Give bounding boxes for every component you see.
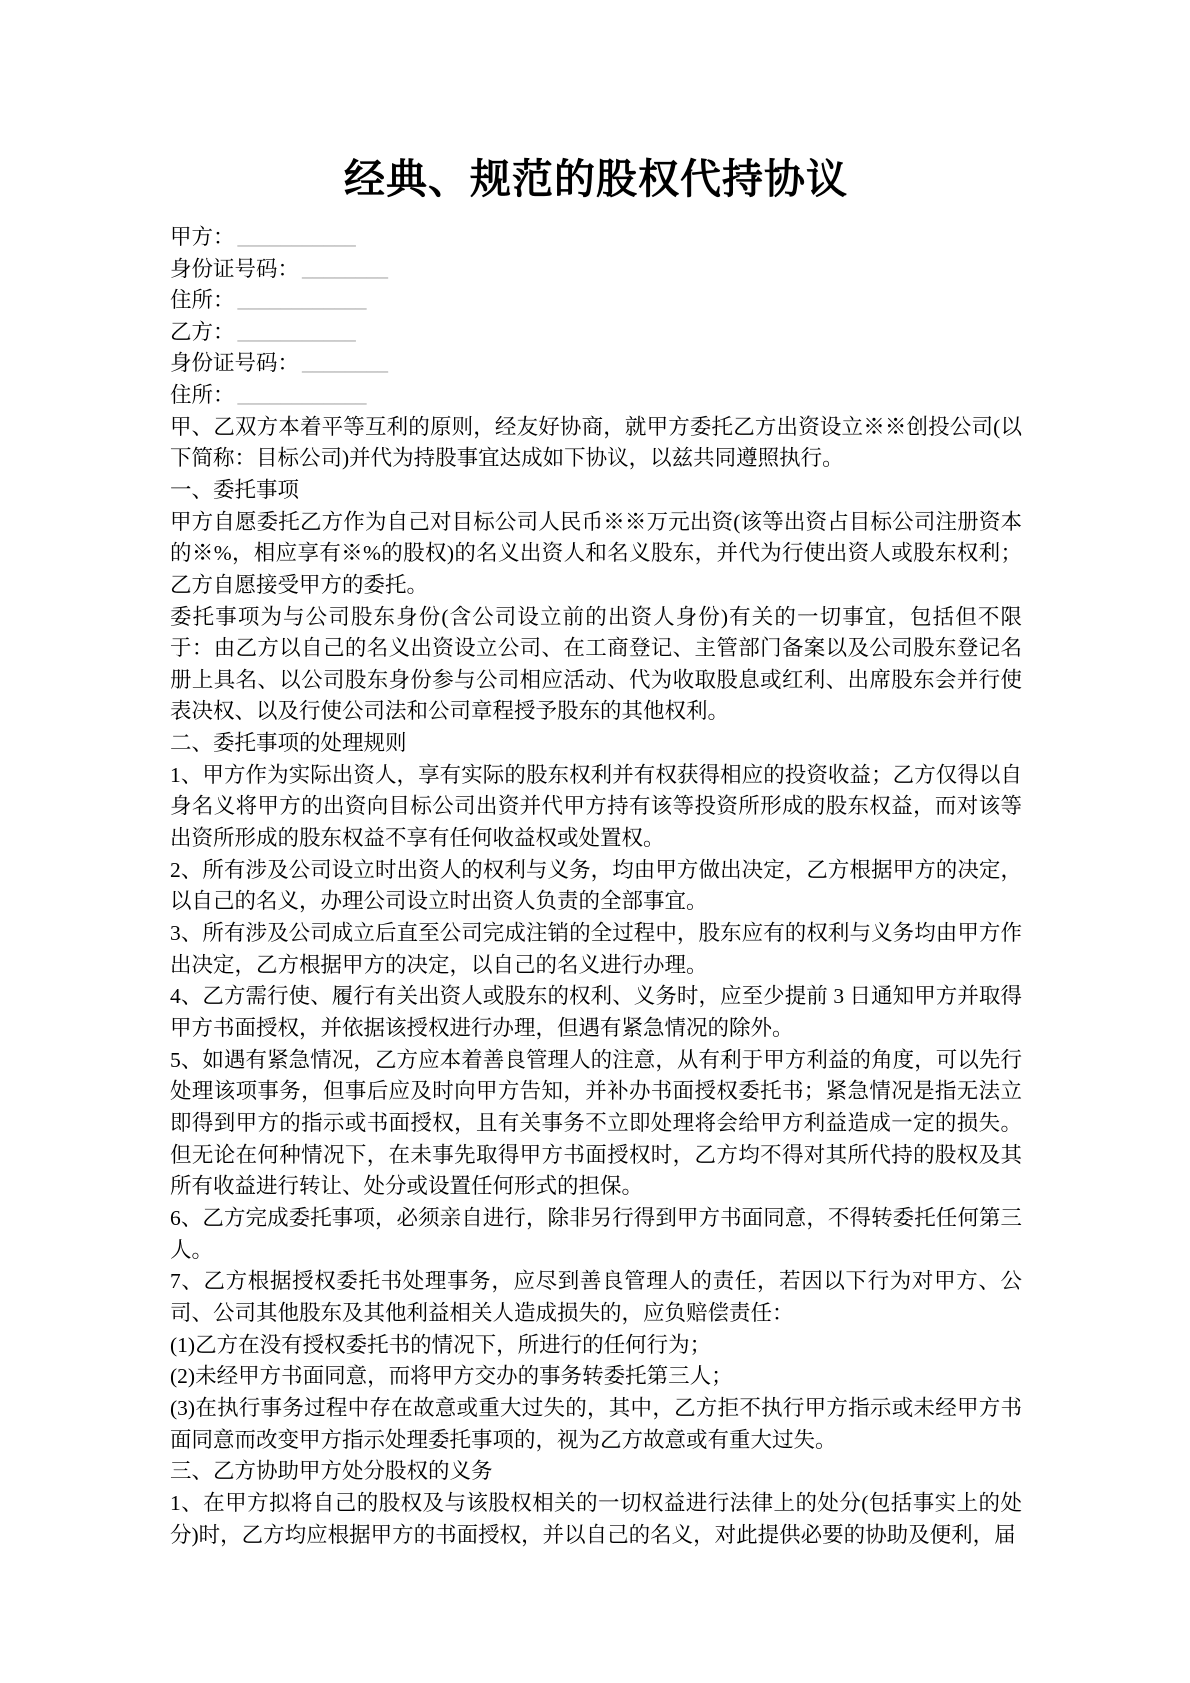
section-2-item-6: 6、乙方完成委托事项，必须亲自进行，除非另行得到甲方书面同意，不得转委托任何第三人。 (170, 1205, 1022, 1262)
field-address-a-blank: ____________ (237, 288, 367, 313)
field-party-b-label: 乙方： (170, 319, 235, 344)
field-address-b-blank: ____________ (237, 382, 367, 407)
field-id-number-b-label: 身份证号码： (170, 351, 300, 376)
field-party-b (170, 317, 1022, 349)
field-party-a-label: 甲方： (170, 225, 235, 249)
section-2-heading: 二、委托事项的处理规则 (170, 731, 407, 756)
party-info-block (170, 222, 1022, 412)
section-2-item-7: 7、乙方根据授权委托书处理事务，应尽到善良管理人的责任，若因以下行为对甲方、公司、公司其他股东及其他利益相关人造成损失的，应负赔偿责任： (170, 1269, 1022, 1325)
section-2-item-3: 3、所有涉及公司成立后直至公司完成注销的全过程中，股东应有的权利与义务均由甲方作出决定，乙方根据甲方的决定，以自己的名义进行办理。 (170, 921, 1022, 977)
section-2-item-7-sub-2: (2)未经甲方书面同意，而将甲方交办的事务转委托第三人； (170, 1364, 733, 1389)
section-2-item-1: 1、甲方作为实际出资人，享有实际的股东权利并有权获得相应的投资收益；乙方仅得以自身名义将甲方的出资向目标公司出资并代甲方持有该等投资所形成的股东权益，而对该等出资所形成的股东权益不享有任何收益权或处置权。 (170, 762, 1022, 851)
section-2-item-7-sub-1: (1)乙方在没有授权委托书的情况下，所进行的任何行为； (170, 1332, 712, 1357)
field-address-a (170, 285, 1022, 317)
field-address-b (170, 380, 1022, 412)
section-3-heading: 三、乙方协助甲方处分股权的义务 (170, 1459, 493, 1484)
field-id-number-a-blank: ________ (302, 256, 389, 281)
field-address-b-label: 住所： (170, 382, 235, 407)
field-party-a-blank: ___________ (237, 225, 356, 249)
field-party-a (170, 222, 1022, 254)
section-2-item-2: 2、所有涉及公司设立时出资人的权利与义务，均由甲方做出决定，乙方根据甲方的决定，以自己的名义，办理公司设立时出资人负责的全部事宜。 (170, 857, 1022, 914)
section-1-paragraph-1: 甲方自愿委托乙方作为自己对目标公司人民币※※万元出资(该等出资占目标公司注册资本的※%，相应享有※%的股权)的名义出资人和名义股东，并代为行使出资人或股东权利；乙方自愿接受甲方的委托。 (170, 509, 1022, 597)
section-1-heading: 一、委托事项 (170, 477, 300, 502)
agreement-body (170, 412, 1022, 1552)
field-id-number-b-blank: ________ (302, 351, 389, 376)
document-title: 经典、规范的股权代持协议 (344, 156, 848, 202)
section-1-paragraph-2: 委托事项为与公司股东身份(含公司设立前的出资人身份)有关的一切事宜，包括但不限于：由乙方以自己的名义出资设立公司、在工商登记、主管部门备案以及公司股东登记名册上具名、以公司股东身份参与公司相应活动、代为收取股息或红利、出席股东会并行使表决权、以及行使公司法和公司章程授予股东的其他权利。 (170, 604, 1022, 724)
field-id-number-a-label: 身份证号码： (170, 256, 300, 281)
section-2-item-5: 5、如遇有紧急情况，乙方应本着善良管理人的注意，从有利于甲方利益的角度，可以先行处理该项事务，但事后应及时向甲方告知，并补办书面授权委托书；紧急情况是指无法立即得到甲方的指示或书面授权，且有关事务不立即处理将会给甲方利益造成一定的损失。但无论在何种情况下，在未事先取得甲方书面授权时，乙方均不得对其所代持的股权及其所有收益进行转让、处分或设置任何形式的担保。 (170, 1047, 1022, 1199)
field-address-a-label: 住所： (170, 288, 235, 313)
field-party-b-blank: ___________ (237, 319, 356, 344)
field-id-number-b (170, 348, 1022, 380)
section-3-item-1: 1、在甲方拟将自己的股权及与该股权相关的一切权益进行法律上的处分(包括事实上的处分)时，乙方均应根据甲方的书面授权，并以自己的名义，对此提供必要的协助及便利，届 (170, 1490, 1022, 1547)
intro-paragraph: 甲、乙双方本着平等互利的原则，经友好协商，就甲方委托乙方出资设立※※创投公司(以下简称：目标公司)并代为持股事宜达成如下协议，以兹共同遵照执行。 (170, 414, 1022, 471)
section-2-item-7-sub-3: (3)在执行事务过程中存在故意或重大过失的，其中，乙方拒不执行甲方指示或未经甲方书面同意而改变甲方指示处理委托事项的，视为乙方故意或有重大过失。 (170, 1395, 1022, 1452)
section-2-item-4: 4、乙方需行使、履行有关出资人或股东的权利、义务时，应至少提前 3 日通知甲方并取得甲方书面授权，并依据该授权进行办理，但遇有紧急情况的除外。 (170, 984, 1022, 1041)
field-id-number-a (170, 254, 1022, 286)
